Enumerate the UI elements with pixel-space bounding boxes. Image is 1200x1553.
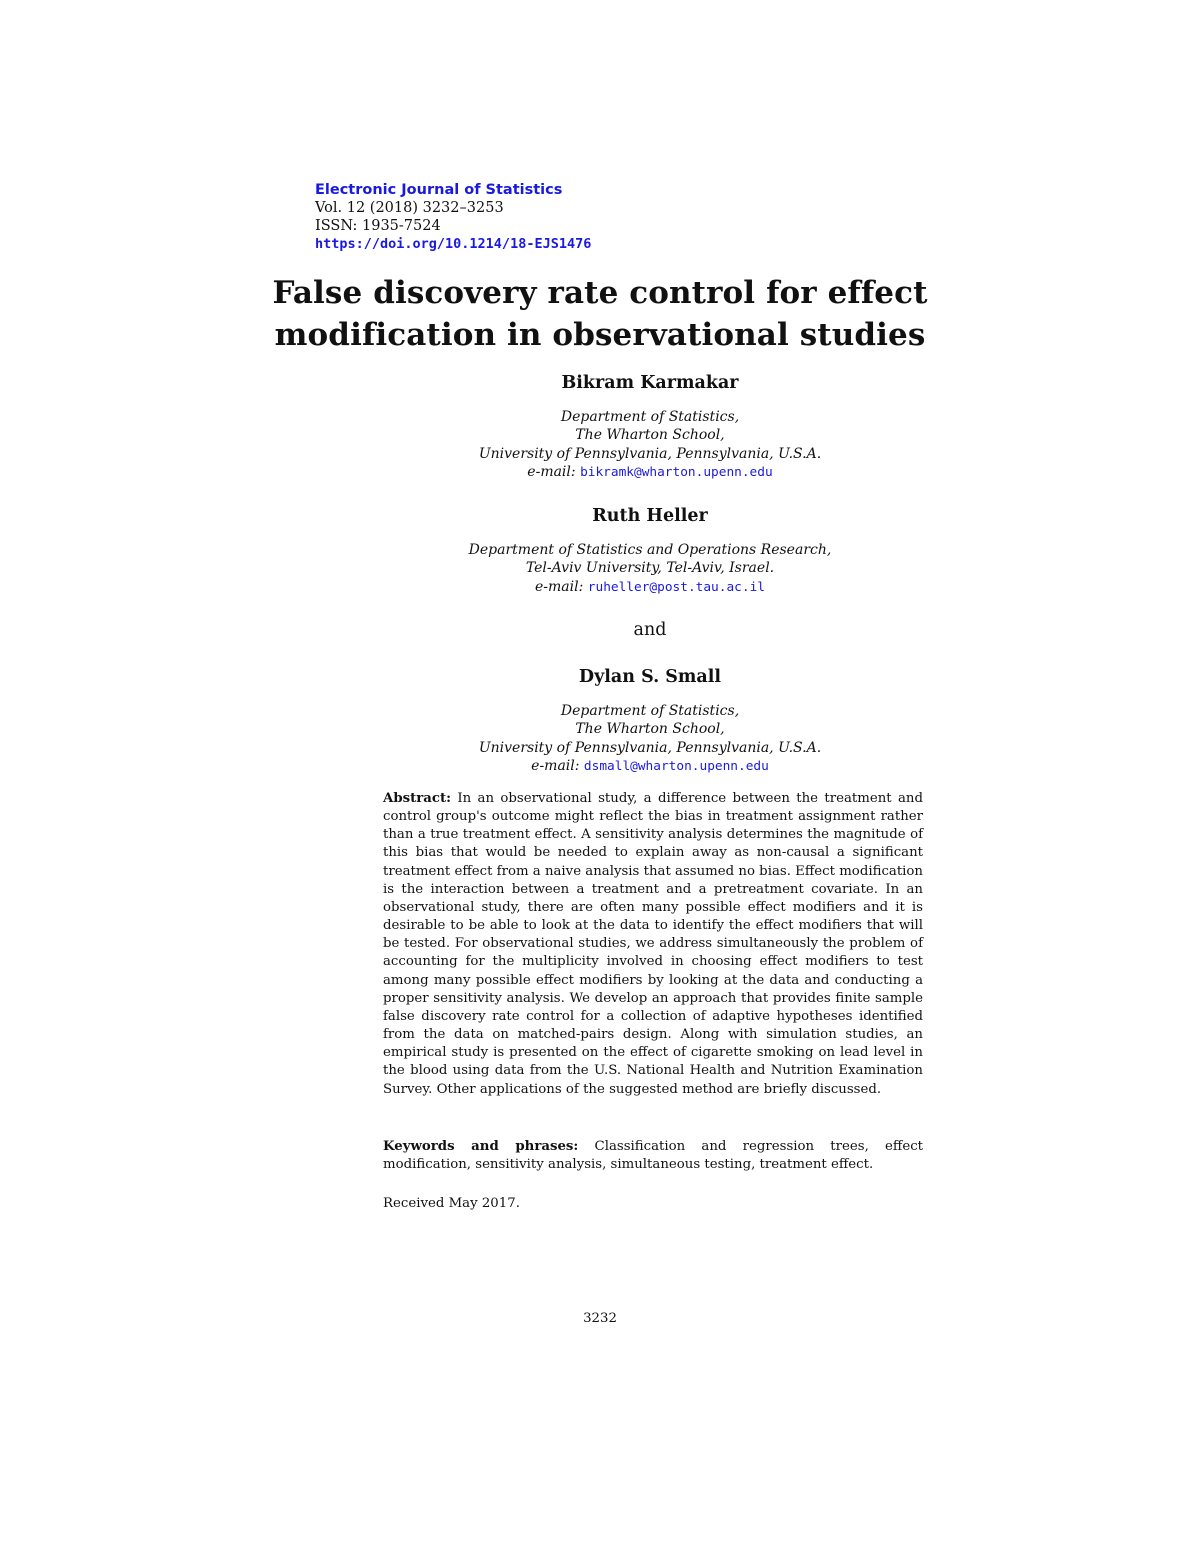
author-affiliation-3 [300, 702, 1000, 776]
abstract-label: Abstract: [383, 791, 452, 806]
affiliation-line: Tel-Aviv University, Tel-Aviv, Israel. [525, 560, 775, 577]
journal-header [315, 181, 875, 253]
affiliation-line: Department of Statistics, [560, 703, 740, 719]
affiliation-line: Department of Statistics, [560, 409, 740, 425]
affiliation-line: Department of Statistics and Operations Research, [468, 542, 832, 558]
email-link[interactable]: dsmall@wharton.upenn.edu [583, 758, 769, 774]
author-name-1: Bikram Karmakar [561, 373, 739, 393]
paper-title-line-2: modification in observational studies [274, 317, 926, 353]
doi-link[interactable]: https://doi.org/10.1214/18-EJS1476 [315, 236, 592, 252]
email-label: e-mail: [531, 757, 580, 774]
affiliation-line: University of Pennsylvania, Pennsylvania, U.S.A. [478, 445, 822, 462]
email-label: e-mail: [535, 578, 584, 595]
author-name-3: Dylan S. Small [578, 667, 722, 687]
email-line [300, 757, 1000, 776]
author-affiliation-2 [300, 541, 1000, 597]
email-link[interactable]: bikramk@wharton.upenn.edu [580, 464, 773, 480]
journal-issn: ISSN: 1935-7524 [315, 218, 441, 234]
affiliation-line: The Wharton School, [575, 427, 725, 444]
keywords-label: Keywords and phrases: [383, 1139, 579, 1154]
email-line [300, 578, 1000, 597]
affiliation-line: University of Pennsylvania, Pennsylvania, U.S.A. [478, 739, 822, 756]
author-name-2: Ruth Heller [592, 506, 708, 526]
received-date: Received May 2017. [383, 1196, 520, 1211]
paper-title [230, 272, 970, 356]
author-affiliation-1 [300, 408, 1000, 482]
abstract-text: In an observational study, a difference between the treatment and control group's outcome might reflect the bias in treatment assignment rather than a true treatment effect. A sensitivity analysis determines the magnitude of this bias that would be needed to explain away as non-causal a significant treatment effect from a naive analysis that assumed no bias. Effect modification is the interaction between a treatment and a pretreatment covariate. In an observational study, there are often many possible effect modifiers and it is desirable to be able to look at the data to identify the effect modifiers that will be tested. For observational studies, we address simultaneously the problem of accounting for the multiplicity involved in choosing effect modifiers to test among many possible effect modifiers by looking at the data and conducting a proper sensitivity analysis. We develop an approach that provides finite sample false discovery rate control for a collection of adaptive hypotheses identified from the data on matched-pairs design. Along with simulation studies, an empirical study is presented on the effect of cigarette smoking on lead level in the blood using data from the U.S. National Health and Nutrition Examination Survey. Other applications of the suggested method are briefly discussed. [383, 791, 923, 1097]
abstract [383, 790, 923, 1099]
keywords-text: Classification and regression trees, effect modification, sensitivity analysis, simultaneous testing, treatment effect. [383, 1139, 923, 1173]
and-separator: and [633, 620, 667, 640]
journal-volume: Vol. 12 (2018) 3232–3253 [315, 200, 504, 216]
page-number: 3232 [583, 1311, 617, 1326]
journal-name[interactable]: Electronic Journal of Statistics [315, 182, 563, 198]
keywords [383, 1138, 923, 1174]
paper-title-line-1: False discovery rate control for effect [272, 275, 928, 311]
email-line [300, 463, 1000, 482]
affiliation-line: The Wharton School, [575, 721, 725, 738]
email-label: e-mail: [527, 463, 576, 480]
email-link[interactable]: ruheller@post.tau.ac.il [587, 579, 765, 595]
